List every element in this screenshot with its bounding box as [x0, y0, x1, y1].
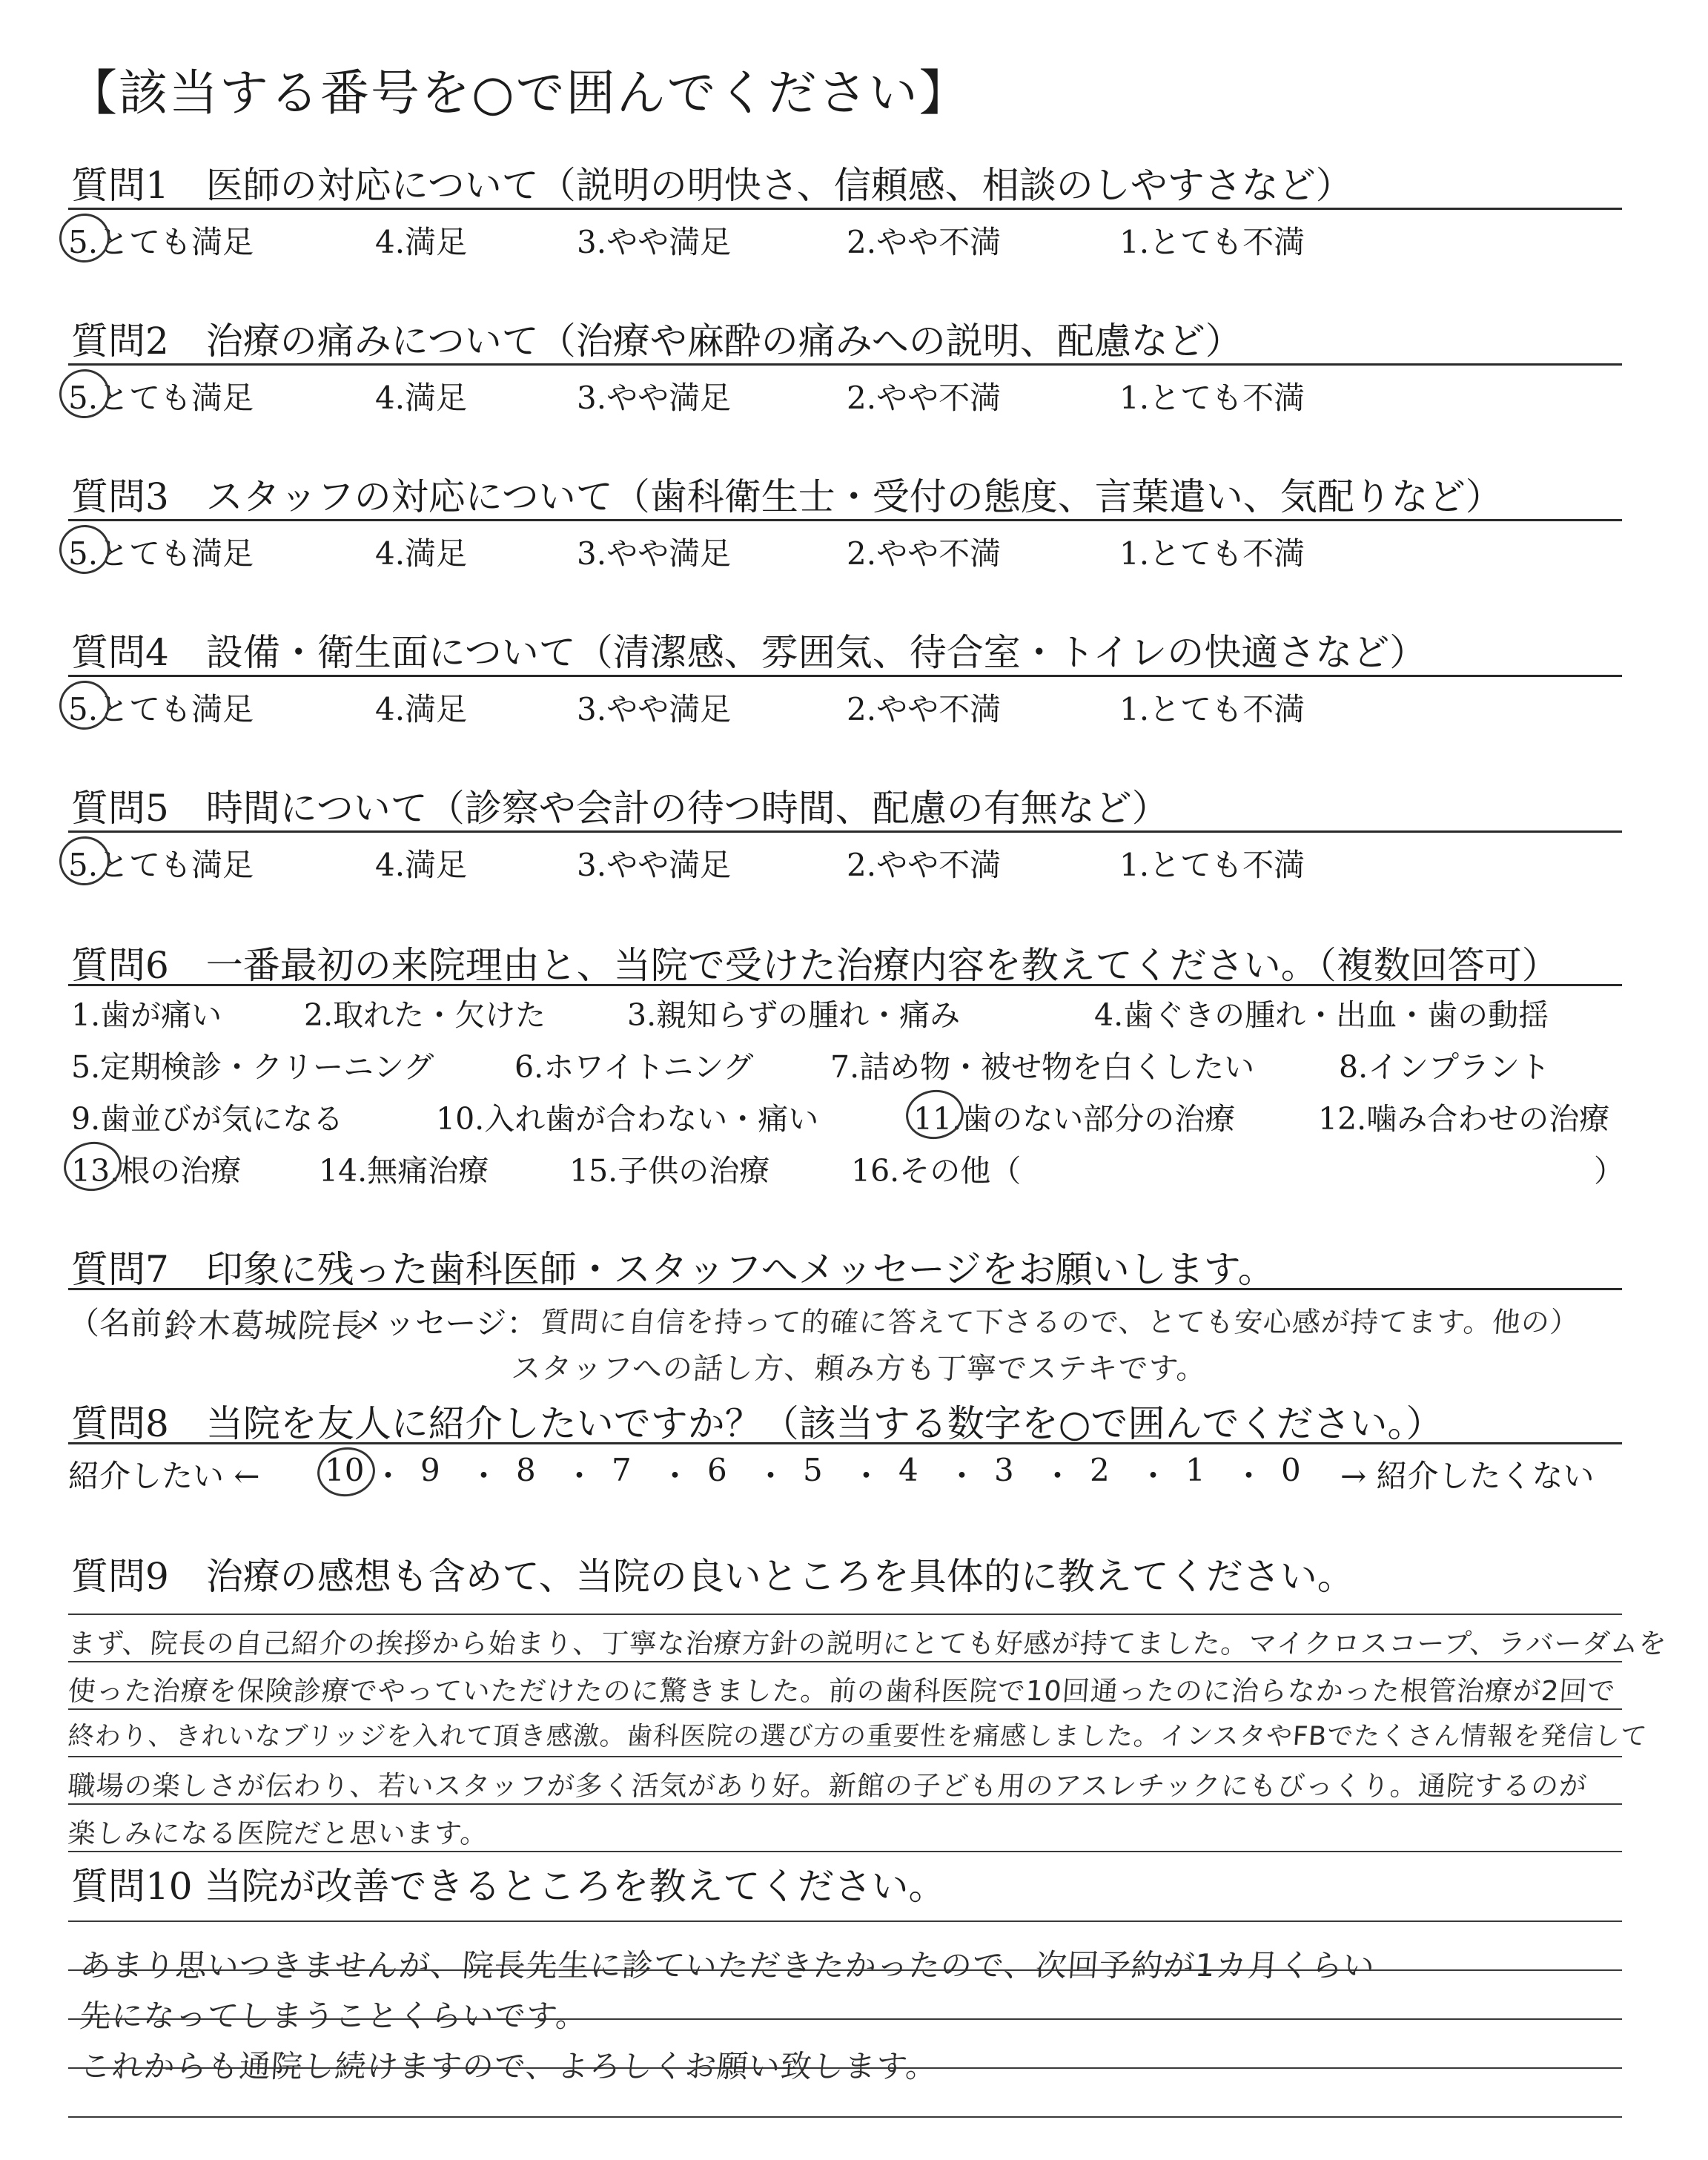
- q8-scale-dot: ・: [468, 1458, 500, 1494]
- q6-other-close: ）: [1594, 1153, 1624, 1189]
- q7-message-line2: スタッフへの話し方、頼み方も丁寧でステキです。: [510, 1352, 1208, 1386]
- q8-scale-dot: ・: [755, 1458, 787, 1494]
- q6-option-10: 10.入れ歯が合わない・痛い: [436, 1101, 819, 1137]
- q10-answer-line: 先になってしまうことくらいです。: [79, 1998, 589, 2034]
- q2-option-4: 4.満足: [375, 380, 468, 416]
- q10-writing-line: [68, 1920, 1622, 1922]
- q9-title: 質問9 治療の感想も含めて、当院の良いところを具体的に教えてください。: [71, 1555, 1354, 1598]
- q8-scale-dot: ・: [659, 1458, 691, 1494]
- q9-writing-line: [68, 1614, 1622, 1615]
- q9-answer-line: 楽しみになる医院だと思います。: [67, 1817, 490, 1849]
- q8-scale-10: 10: [325, 1452, 365, 1488]
- q4-option-5: 5.とても満足: [68, 685, 254, 730]
- q9-answer-line: 終わり、きれいなブリッジを入れて頂き感激。歯科医院の選び方の重要性を痛感しました。インスタやFBでたくさん情報を発信して: [67, 1722, 1649, 1751]
- q10-title: 質問10 当院が改善できるところを教えてください。: [71, 1865, 946, 1908]
- q2-option-1: 1.とても不満: [1119, 380, 1305, 416]
- q6-rule: [68, 984, 1622, 986]
- q3-option-1: 1.とても不満: [1119, 535, 1305, 572]
- q1-title: 質問1 医師の対応について（説明の明快さ、信頼感、相談のしやすさなど）: [71, 164, 1353, 207]
- q5-option-4: 4.満足: [375, 847, 468, 883]
- q6-option-9: 9.歯並びが気になる: [71, 1101, 344, 1137]
- q8-scale-5: 5: [803, 1452, 823, 1488]
- q2-option-5: 5.とても満足: [68, 374, 254, 418]
- q8-scale-9: 9: [420, 1452, 440, 1488]
- q4-option-4: 4.満足: [375, 691, 468, 727]
- q3-option-4: 4.満足: [375, 535, 468, 572]
- q5-option-1: 1.とても不満: [1119, 847, 1305, 883]
- q10-answer-line: あまり思いつきませんが、院長先生に診ていただきたかったので、次回予約が1カ月くらい: [79, 1947, 1377, 1984]
- q6-option-15: 15.子供の治療: [569, 1153, 770, 1189]
- q8-scale-0: 0: [1281, 1452, 1301, 1488]
- q9-writing-line: [68, 1708, 1622, 1710]
- q6-option-11: 11.歯のない部分の治療: [913, 1094, 1235, 1138]
- q8-scale-dot: ・: [563, 1458, 595, 1494]
- q6-option-8: 8.インプラント: [1339, 1049, 1551, 1085]
- q8-scale-dot: ・: [1233, 1458, 1265, 1494]
- q10-writing-line: [68, 2116, 1622, 2118]
- q8-scale-dot: ・: [946, 1458, 978, 1494]
- q6-option-13: 13.根の治療: [71, 1146, 241, 1190]
- q2-rule: [68, 363, 1622, 366]
- q3-option-5: 5.とても満足: [68, 529, 254, 574]
- q8-scale-dot: ・: [1042, 1458, 1073, 1494]
- q7-rule: [68, 1288, 1622, 1290]
- q4-options: [68, 685, 1625, 730]
- q4-option-1: 1.とても不満: [1119, 691, 1305, 727]
- q7-title: 質問7 印象に残った歯科医師・スタッフへメッセージをお願いします。: [71, 1248, 1275, 1291]
- q8-scale-7: 7: [612, 1452, 632, 1488]
- q9-writing-line: [68, 1803, 1622, 1805]
- instruction-header: 【該当する番号を○で囲んでください】: [68, 65, 970, 122]
- q5-rule: [68, 830, 1622, 833]
- q1-option-2: 2.やや不満: [847, 224, 1002, 260]
- q5-title: 質問5 時間について（診察や会計の待つ時間、配慮の有無など）: [71, 787, 1169, 830]
- q4-rule: [68, 675, 1622, 677]
- q3-title: 質問3 スタッフの対応について（歯科衛生士・受付の態度、言葉遣い、気配りなど）: [71, 475, 1503, 518]
- q3-rule: [68, 519, 1622, 521]
- q6-option-16: 16.その他（: [851, 1153, 1022, 1189]
- q8-scale-8: 8: [516, 1452, 536, 1488]
- q8-scale-dot: ・: [1137, 1458, 1169, 1494]
- q8-right-label: → 紹介したくない: [1340, 1458, 1595, 1494]
- q10-answer-line: これからも通院し続けますので、よろしくお願い致します。: [79, 2048, 939, 2084]
- q8-scale-1: 1: [1185, 1452, 1205, 1488]
- q8-scale-4: 4: [898, 1452, 918, 1488]
- q2-option-2: 2.やや不満: [847, 380, 1002, 416]
- q8-left-label: 紹介したい ←: [68, 1458, 260, 1494]
- q9-answer-line: 使った治療を保険診療でやっていただけたのに驚きました。前の歯科医院で10回通ったのに治らなかった根管治療が2回で: [67, 1675, 1617, 1707]
- q1-option-5: 5.とても満足: [68, 218, 254, 262]
- q9-answer-line: まず、院長の自己紹介の挨拶から始まり、丁寧な治療方針の説明にとても好感が持てました。マイクロスコープ、ラバーダムを: [67, 1628, 1669, 1659]
- q8-scale-6: 6: [707, 1452, 727, 1488]
- q4-title: 質問4 設備・衛生面について（清潔感、雰囲気、待合室・トイレの快適さなど）: [71, 631, 1427, 674]
- q9-writing-line: [68, 1661, 1622, 1662]
- q5-option-3: 3.やや満足: [577, 847, 732, 883]
- q2-title: 質問2 治療の痛みについて（治療や麻酔の痛みへの説明、配慮など）: [71, 320, 1242, 363]
- q6-option-6: 6.ホワイトニング: [514, 1049, 754, 1085]
- q8-scale-3: 3: [994, 1452, 1014, 1488]
- q6-option-7: 7.詰め物・被せ物を白くしたい: [830, 1049, 1255, 1085]
- q2-option-3: 3.やや満足: [577, 380, 732, 416]
- q1-option-1: 1.とても不満: [1119, 224, 1305, 260]
- q4-option-3: 3.やや満足: [577, 691, 732, 727]
- q6-option-14: 14.無痛治療: [319, 1153, 489, 1189]
- q5-options: [68, 841, 1625, 885]
- q7-message-line1: 質問に自信を持って的確に答えて下さるので、とても安心感が持てます。他の）: [540, 1306, 1580, 1338]
- q7-message-label: メッセージ：: [353, 1305, 538, 1341]
- q8-scale-dot: ・: [372, 1458, 404, 1494]
- q6-option-2: 2.取れた・欠けた: [304, 997, 546, 1033]
- q9-answer-line: 職場の楽しさが伝わり、若いスタッフが多く活気があり好。新館の子ども用のアスレチックにもびっくり。通院するのが: [67, 1770, 1589, 1802]
- q1-option-4: 4.満足: [375, 224, 468, 260]
- q9-writing-line: [68, 1756, 1622, 1757]
- q6-title: 質問6 一番最初の来院理由と、当院で受けた治療内容を教えてください。（複数回答可）: [71, 944, 1559, 987]
- q6-option-1: 1.歯が痛い: [71, 997, 222, 1033]
- q5-option-2: 2.やや不満: [847, 847, 1002, 883]
- q6-option-12: 12.噛み合わせの治療: [1318, 1101, 1610, 1137]
- q3-option-3: 3.やや満足: [577, 535, 732, 572]
- q1-rule: [68, 208, 1622, 210]
- q6-option-4: 4.歯ぐきの腫れ・出血・歯の動揺: [1094, 997, 1549, 1033]
- q8-scale-2: 2: [1090, 1452, 1110, 1488]
- q8-scale-dot: ・: [850, 1458, 882, 1494]
- q3-options: [68, 529, 1625, 574]
- q1-options: [68, 218, 1625, 262]
- q1-option-3: 3.やや満足: [577, 224, 732, 260]
- q7-name-value: 鈴木葛城院長: [162, 1307, 366, 1345]
- q7-name-label: （名前：: [68, 1305, 193, 1341]
- q4-option-2: 2.やや不満: [847, 691, 1002, 727]
- q2-options: [68, 374, 1625, 418]
- q6-option-3: 3.親知らずの腫れ・痛み: [627, 997, 961, 1033]
- q5-option-5: 5.とても満足: [68, 841, 254, 885]
- q8-rule: [68, 1442, 1622, 1444]
- q6-option-5: 5.定期検診・クリーニング: [71, 1049, 434, 1085]
- q8-title: 質問8 当院を友人に紹介したいですか？（該当する数字を○で囲んでください。）: [71, 1402, 1443, 1445]
- q9-writing-line: [68, 1851, 1622, 1852]
- q3-option-2: 2.やや不満: [847, 535, 1002, 572]
